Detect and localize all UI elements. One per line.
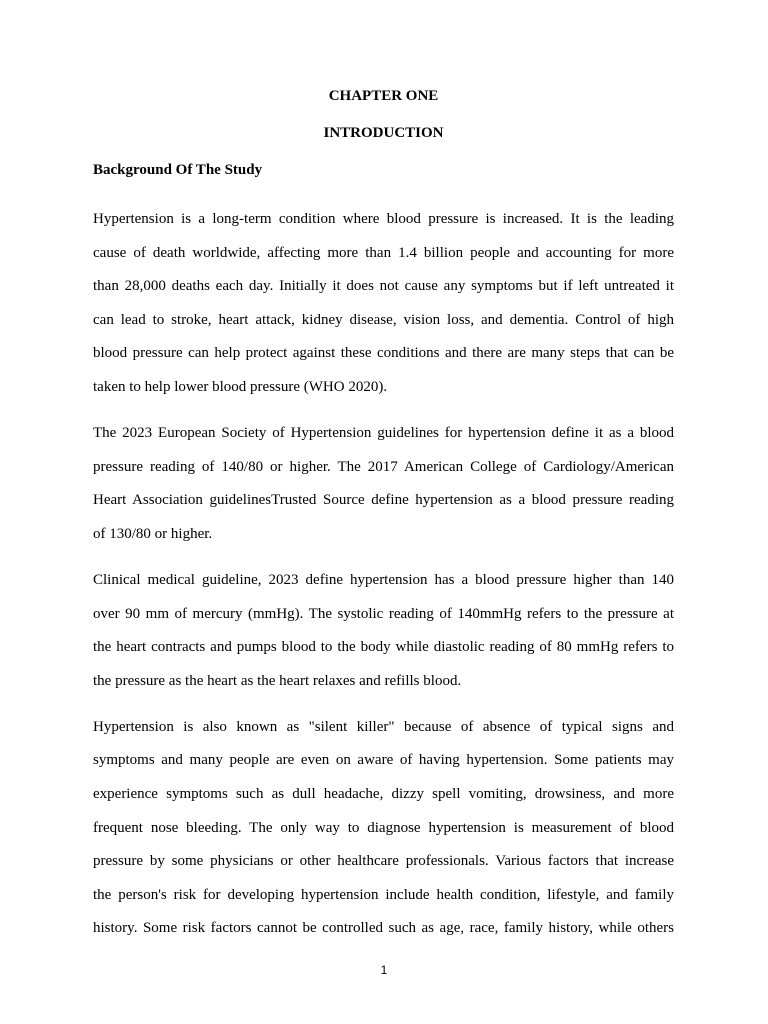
section-heading: Background Of The Study (93, 162, 263, 178)
page-number: 1 (380, 963, 388, 977)
paragraph-line: symptoms and many people are even on aware of having hypertension. Some patients may (93, 752, 674, 769)
body-paragraph (93, 203, 674, 405)
paragraph-line: cause of death worldwide, affecting more than 1.4 billion people and accounting for more (93, 244, 674, 261)
paragraph-line: of 130/80 or higher. (93, 525, 213, 542)
body-paragraph (93, 711, 674, 946)
paragraph-line: than 28,000 deaths each day. Initially it does not cause any symptoms but if left untreated it (93, 278, 674, 295)
paragraph-line: the pressure as the heart as the heart relaxes and refills blood. (93, 672, 462, 689)
paragraph-line: history. Some risk factors cannot be controlled such as age, race, family history, while others (93, 920, 674, 937)
paragraph-line: over 90 mm of mercury (mmHg). The systolic reading of 140mmHg refers to the pressure at (93, 605, 674, 622)
body-paragraph (93, 564, 674, 698)
introduction-heading: INTRODUCTION (323, 125, 444, 141)
paragraph-line: frequent nose bleeding. The only way to diagnose hypertension is measurement of blood (93, 819, 674, 836)
body-paragraph (93, 417, 674, 551)
paragraph-line: can lead to stroke, heart attack, kidney disease, vision loss, and dementia. Control of high (93, 311, 674, 328)
paragraph-line: Hypertension is a long-term condition where blood pressure is increased. It is the leading (93, 211, 674, 227)
paragraph-line: pressure reading of 140/80 or higher. The 2017 American College of Cardiology/American (93, 458, 674, 475)
paragraph-line: The 2023 European Society of Hypertension guidelines for hypertension define it as a blood (93, 425, 674, 442)
paragraph-line: the heart contracts and pumps blood to the body while diastolic reading of 80 mmHg refers to (93, 639, 674, 656)
paragraph-line: Hypertension is also known as "silent killer" because of absence of typical signs and (93, 718, 674, 735)
paragraph-line: the person's risk for developing hypertension include health condition, lifestyle, and family (93, 886, 674, 903)
page-content (93, 86, 674, 958)
body-paragraphs (93, 203, 674, 946)
paragraph-line: Clinical medical guideline, 2023 define hypertension has a blood pressure higher than 140 (93, 571, 674, 588)
paragraph-line: taken to help lower blood pressure (WHO 2020). (93, 378, 388, 395)
paragraph-line: Heart Association guidelinesTrusted Source define hypertension as a blood pressure reading (93, 492, 674, 509)
chapter-heading: CHAPTER ONE (328, 88, 439, 104)
paragraph-line: blood pressure can help protect against these conditions and there are many steps that can be (93, 345, 674, 362)
paragraph-line: pressure by some physicians or other healthcare professionals. Various factors that increase (93, 853, 674, 870)
paragraph-line: experience symptoms such as dull headache, dizzy spell vomiting, drowsiness, and more (93, 786, 674, 802)
